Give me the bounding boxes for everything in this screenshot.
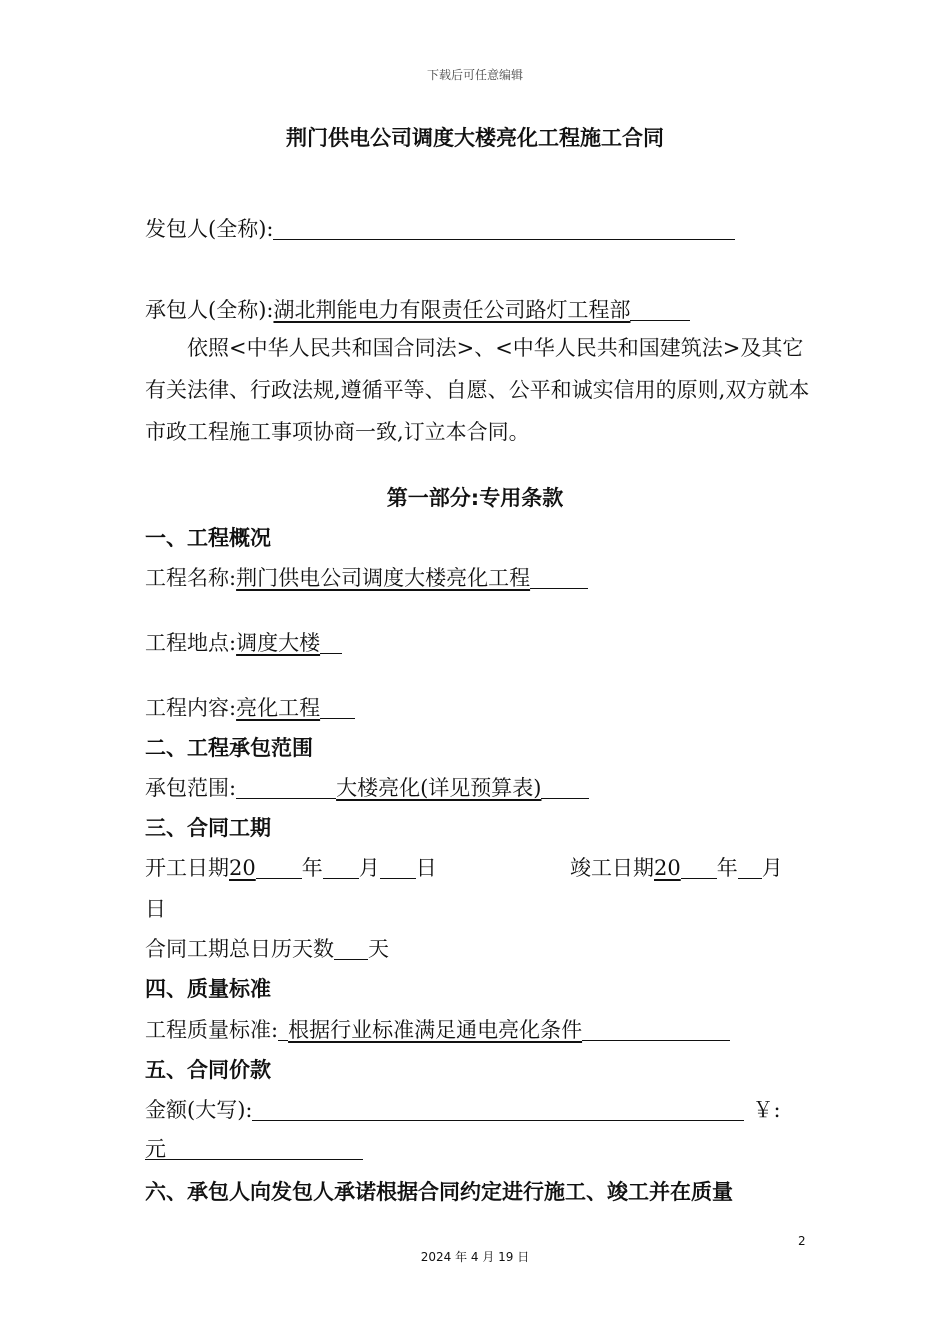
- start-month-unit: 月: [358, 856, 380, 880]
- project-name-value: 荆门供电公司调度大楼亮化工程: [236, 566, 531, 590]
- project-content-blank: [320, 696, 355, 719]
- project-site-value: 调度大楼: [236, 631, 321, 655]
- end-date-line: [570, 852, 783, 882]
- project-content-line: [145, 692, 355, 722]
- amount-label: 金额(大写):: [145, 1098, 253, 1122]
- yuan-line: [145, 1137, 363, 1161]
- section-2-heading: 二、工程承包范围: [145, 736, 313, 760]
- start-year-prefix: 20: [229, 856, 256, 880]
- project-name-label: 工程名称:: [145, 566, 237, 590]
- scope-line: [145, 772, 589, 802]
- section-6-heading: 六、承包人向发包人承诺根据合同约定进行施工、竣工并在质量: [145, 1180, 733, 1204]
- end-month-unit: 月: [761, 856, 783, 880]
- contractor-line: [145, 294, 690, 324]
- start-day-blank: [380, 856, 416, 879]
- start-month-blank: [323, 856, 359, 879]
- end-year-unit: 年: [716, 856, 738, 880]
- start-year-unit: 年: [301, 856, 323, 880]
- project-name-line: [145, 562, 588, 592]
- footer-date: 2024 年 4 月 19 日: [420, 1250, 530, 1264]
- header-note: 下载后可任意编辑: [426, 68, 523, 82]
- project-content-label: 工程内容:: [145, 696, 237, 720]
- quality-value: 根据行业标准满足通电亮化条件: [288, 1018, 583, 1042]
- project-content-value: 亮化工程: [236, 696, 321, 720]
- intro-paragraph: 依照<中华人民共和国合同法>、<中华人民共和国建筑法>及其它有关法律、行政法规,遵循平等、自愿、公平和诚实信用的原则,双方就本市政工程施工事项协商一致,订立本合同。: [145, 336, 810, 444]
- yen-label: ￥:: [752, 1098, 781, 1122]
- document-title: 荆门供电公司调度大楼亮化工程施工合同: [286, 126, 664, 150]
- end-date-label: 竣工日期: [570, 856, 654, 880]
- part-title: 第一部分:专用条款: [386, 486, 564, 510]
- total-days-line: [145, 933, 389, 963]
- employer-label: 发包人(全称):: [145, 217, 274, 241]
- amount-line: [145, 1094, 781, 1124]
- yuan-blank: [145, 1137, 363, 1160]
- quality-line: [145, 1014, 730, 1044]
- page-number: 2: [798, 1234, 806, 1248]
- section-4-heading: 四、质量标准: [145, 977, 271, 1001]
- contractor-value: 湖北荆能电力有限责任公司路灯工程部: [273, 298, 631, 322]
- project-site-blank: [320, 631, 342, 654]
- scope-blank-left: [236, 776, 336, 799]
- scope-label: 承包范围:: [145, 776, 237, 800]
- end-year-prefix: 20: [654, 856, 681, 880]
- end-month-blank: [738, 856, 762, 879]
- amount-blank: [252, 1098, 744, 1121]
- project-site-line: [145, 627, 342, 657]
- scope-value: 大楼亮化(详见预算表): [336, 776, 542, 800]
- start-year-blank: [256, 856, 302, 879]
- scope-blank-right: [541, 776, 589, 799]
- project-site-label: 工程地点:: [145, 631, 237, 655]
- yuan-unit: 元: [145, 1137, 166, 1161]
- total-days-unit: 天: [368, 937, 389, 961]
- employer-blank: [273, 217, 735, 240]
- contractor-label: 承包人(全称):: [145, 298, 274, 322]
- section-5-heading: 五、合同价款: [145, 1058, 271, 1082]
- end-day-unit: 日: [145, 897, 166, 921]
- quality-blank-right: [582, 1018, 730, 1041]
- contractor-blank: [630, 298, 690, 321]
- start-day-unit: 日: [415, 856, 437, 880]
- total-days-label: 合同工期总日历天数: [145, 937, 334, 961]
- start-date-line: [145, 852, 437, 882]
- total-days-blank: [334, 937, 368, 960]
- employer-line: [145, 213, 735, 243]
- end-year-blank: [681, 856, 717, 879]
- quality-blank-left: [278, 1018, 288, 1041]
- project-name-blank: [530, 566, 588, 589]
- section-1-heading: 一、工程概况: [145, 526, 271, 550]
- quality-label: 工程质量标准:: [145, 1018, 279, 1042]
- start-date-label: 开工日期: [145, 856, 229, 880]
- section-3-heading: 三、合同工期: [145, 816, 271, 840]
